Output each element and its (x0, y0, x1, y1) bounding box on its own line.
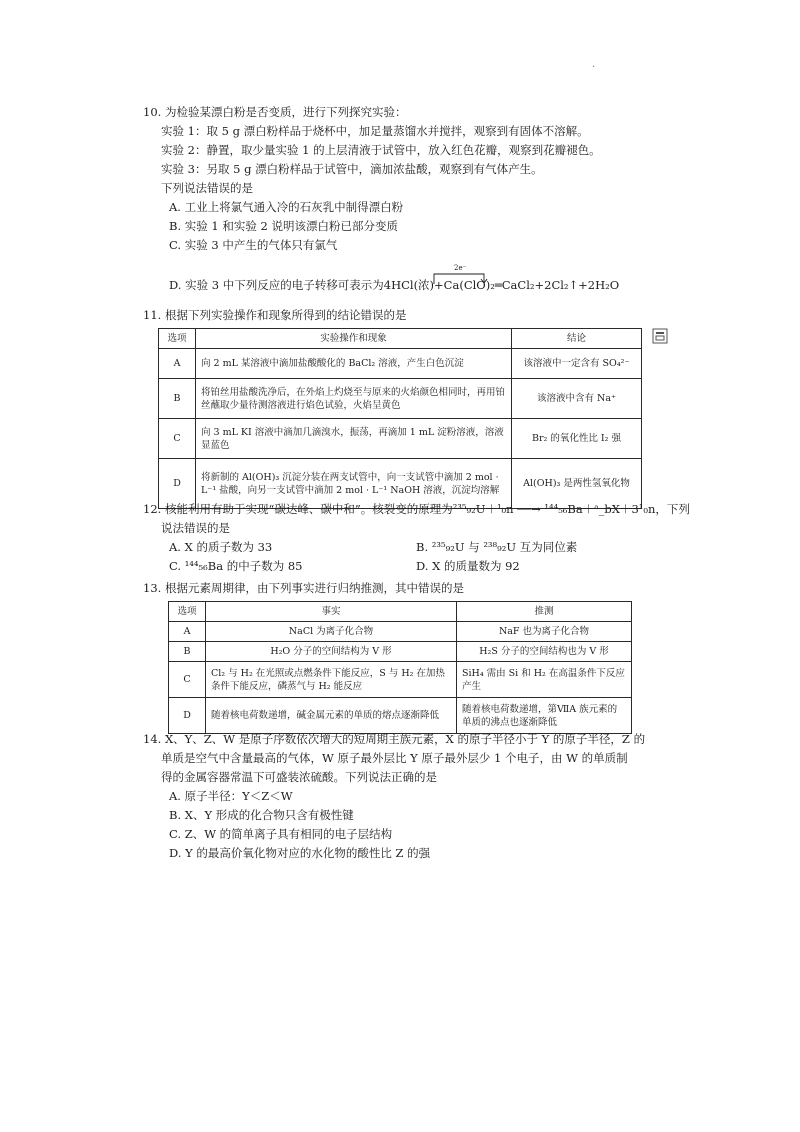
q13-d-fact: 随着核电荷数递增，碱金属元素的单质的熔点逐渐降低 (206, 698, 457, 734)
q13-d-option: D (169, 698, 206, 734)
question-11 (143, 306, 663, 325)
q11-stem: 11. 根据下列实验操作和现象所得到的结论错误的是 (143, 308, 407, 322)
q10-exp2: 实验 2：静置，取少量实验 1 的上层清液于试管中，放入红色花瓣，观察到花瓣褪色。 (161, 143, 601, 157)
table-row (159, 349, 642, 379)
q12-options-row2 (143, 557, 663, 576)
q10-stem: 10. 为检验某漂白粉是否变质，进行下列探究实验： (143, 105, 407, 119)
q12-option-b: B. ²³⁵₉₂U 与 ²³⁸₉₂U 互为同位素 (416, 540, 578, 554)
q13-header-inference: 推测 (457, 602, 632, 622)
q13-a-inference: NaF 也为离子化合物 (457, 622, 632, 642)
q14-option-d: D. Y 的最高价氧化物对应的水化物的酸性比 Z 的强 (169, 846, 431, 860)
q13-b-option: B (169, 642, 206, 662)
q11-table (158, 328, 642, 509)
q14-option-c: C. Z、W 的简单离子具有相同的电子层结构 (169, 827, 393, 841)
question-12 (143, 500, 690, 576)
q11-header-row (159, 329, 642, 349)
q13-table (168, 601, 632, 734)
q11-b-operation: 将铂丝用盐酸洗净后，在外焰上灼烧至与原来的火焰颜色相同时，再用铂丝蘸取少量待测溶液进行焰色试验，火焰呈黄色 (196, 379, 512, 419)
q13-a-option: A (169, 622, 206, 642)
q11-c-conclusion: Br₂ 的氧化性比 I₂ 强 (512, 419, 642, 459)
q11-b-option: B (159, 379, 196, 419)
q10-option-d: D. 实验 3 中下列反应的电子转移可表示为4HCl(浓)+Ca(ClO)₂═CaCl₂+2Cl₂↑+2H₂O (169, 278, 620, 292)
q14-line3: 得的金属容器常温下可盛装浓硫酸。下列说法正确的是 (161, 770, 437, 784)
q11-d-conclusion: Al(OH)₃ 是两性氢氧化物 (512, 459, 642, 509)
q10-ask: 下列说法错误的是 (161, 181, 253, 195)
q10-option-b: B. 实验 1 和实验 2 说明该漂白粉已部分变质 (169, 219, 399, 233)
q11-a-conclusion: 该溶液中一定含有 SO₄²⁻ (512, 349, 642, 379)
q11-a-option: A (159, 349, 196, 379)
table-row (169, 622, 632, 642)
q12-stem-line1: 12. 核能利用有助于实现“碳达峰、碳中和”。核裂变的原理为²³⁵₉₂U＋¹₀n ──→ ¹⁴⁴₅₆Ba＋ᵃ_bX＋3¹₀n，下列 (143, 502, 690, 516)
scan-icon[interactable] (652, 328, 668, 344)
q13-header-row (169, 602, 632, 622)
q13-header-option: 选项 (169, 602, 206, 622)
q13-header-fact: 事实 (206, 602, 457, 622)
q11-b-conclusion: 该溶液中含有 Na⁺ (512, 379, 642, 419)
q13-c-fact: Cl₂ 与 H₂ 在光照或点燃条件下能反应，S 与 H₂ 在加热条件下能反应，磷蒸气与 H₂ 能反应 (206, 662, 457, 698)
question-14 (143, 730, 663, 863)
question-10 (143, 103, 663, 295)
q13-stem: 13. 根据元素周期律，由下列事实进行归纳推测，其中错误的是 (143, 581, 464, 595)
corner-mark: · (592, 62, 596, 73)
q13-a-fact: NaCl 为离子化合物 (206, 622, 457, 642)
q12-stem-line2: 说法错误的是 (161, 521, 230, 535)
q11-c-option: C (159, 419, 196, 459)
table-row (159, 379, 642, 419)
q12-option-c: C. ¹⁴⁴₅₆Ba 的中子数为 85 (169, 559, 303, 573)
electron-transfer-arrow (432, 262, 488, 284)
q14-line2: 单质是空气中含量最高的气体，W 原子最外层比 Y 原子最外层少 1 个电子，由 W 的单质制 (161, 751, 628, 765)
q12-option-a: A. X 的质子数为 33 (169, 540, 273, 554)
q11-d-operation: 将新制的 Al(OH)₃ 沉淀分装在两支试管中，向一支试管中滴加 2 mol · L⁻¹ 盐酸，向另一支试管中滴加 2 mol · L⁻¹ NaOH 溶液，沉淀均溶解 (196, 459, 512, 509)
q11-c-operation: 向 3 mL KI 溶液中滴加几滴溴水，振荡，再滴加 1 mL 淀粉溶液，溶液显蓝色 (196, 419, 512, 459)
q10-option-c: C. 实验 3 中产生的气体只有氯气 (169, 238, 338, 252)
q10-exp3: 实验 3：另取 5 g 漂白粉样品于试管中，滴加浓盐酸，观察到有气体产生。 (161, 162, 543, 176)
q11-header-option: 选项 (159, 329, 196, 349)
q14-line1: 14. X、Y、Z、W 是原子序数依次增大的短周期主族元素，X 的原子半径小于 Y 的原子半径，Z 的 (143, 732, 646, 746)
q11-d-option: D (159, 459, 196, 509)
q11-header-operation: 实验操作和现象 (196, 329, 512, 349)
q13-d-inference: 随着核电荷数递增，第ⅦA 族元素的单质的沸点也逐渐降低 (457, 698, 632, 734)
table-row (159, 419, 642, 459)
question-13 (143, 579, 663, 598)
electron-label: 2e⁻ (454, 264, 467, 272)
q13-c-inference: SiH₄ 需由 Si 和 H₂ 在高温条件下反应产生 (457, 662, 632, 698)
table-row (169, 662, 632, 698)
table-row (169, 642, 632, 662)
q12-option-d: D. X 的质量数为 92 (416, 559, 520, 573)
q13-b-inference: H₂S 分子的空间结构也为 V 形 (457, 642, 632, 662)
q11-a-operation: 向 2 mL 某溶液中滴加盐酸酸化的 BaCl₂ 溶液，产生白色沉淀 (196, 349, 512, 379)
q14-option-b: B. X、Y 形成的化合物只含有极性键 (169, 808, 354, 822)
q11-header-conclusion: 结论 (512, 329, 642, 349)
q12-options-row1 (143, 538, 663, 557)
table-row (169, 698, 632, 734)
q13-c-option: C (169, 662, 206, 698)
q14-option-a: A. 原子半径：Y＜Z＜W (169, 789, 293, 803)
q10-exp1: 实验 1：取 5 g 漂白粉样品于烧杯中，加足量蒸馏水并搅拌，观察到有固体不溶解。 (161, 124, 589, 138)
q13-b-fact: H₂O 分子的空间结构为 V 形 (206, 642, 457, 662)
q10-option-a: A. 工业上将氯气通入冷的石灰乳中制得漂白粉 (169, 200, 404, 214)
